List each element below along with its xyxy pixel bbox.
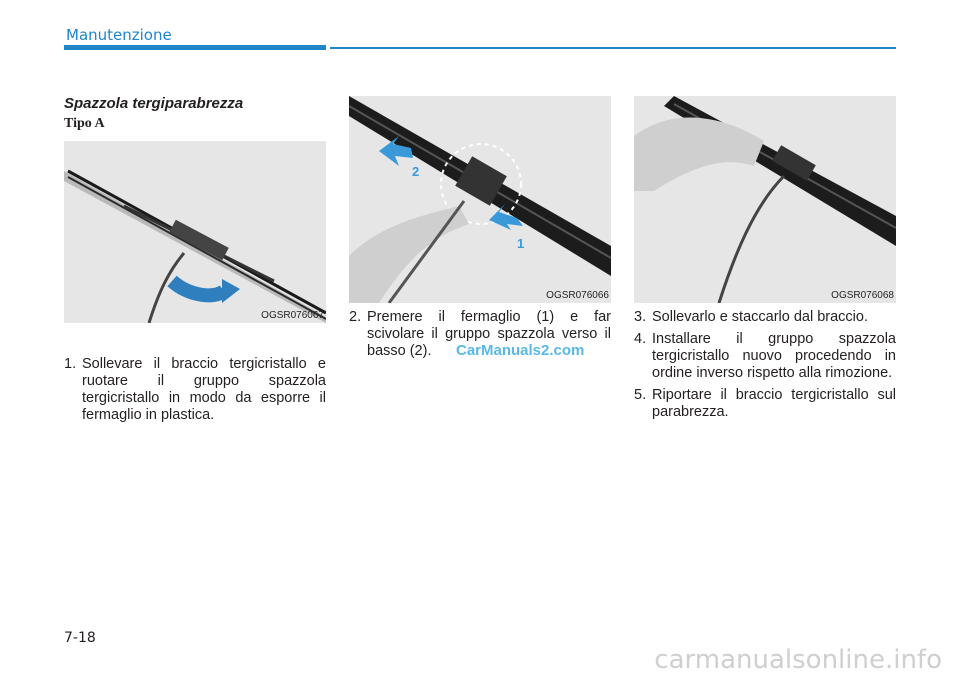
step-text: Installare il gruppo spazzola tergicristallo nuovo procedendo in ordine inverso rispetto alla rimozione.	[652, 331, 896, 381]
step-text: Riportare il braccio tergicristallo sul parabrezza.	[652, 387, 896, 420]
header-rule-thin	[330, 47, 896, 49]
figure-press-clip	[349, 96, 611, 303]
column-1-steps	[64, 356, 326, 429]
header-rule-thick	[64, 45, 326, 50]
watermark-carmanuals2: CarManuals2.com	[456, 342, 585, 359]
section-subtitle: Tipo A	[64, 116, 105, 131]
step-number: 2.	[349, 309, 362, 325]
footer-watermark: carmanualsonline.info	[654, 645, 942, 675]
step-number: 5.	[634, 387, 647, 403]
step-number: 1.	[64, 356, 77, 372]
press-clip-illustration	[349, 96, 611, 303]
step-text: Premere il fermaglio (1) e far scivolare il gruppo spazzola verso il basso (2).	[367, 309, 611, 359]
column-3-steps	[634, 309, 896, 426]
figure-wiper-rotate	[64, 141, 326, 323]
step-item	[64, 356, 326, 424]
step-item	[634, 331, 896, 382]
section-header-title: Manutenzione	[66, 26, 172, 44]
lift-blade-illustration	[634, 96, 896, 303]
wiper-rotate-illustration	[64, 141, 326, 323]
step-item	[634, 387, 896, 421]
step-text: Sollevare il braccio tergicristallo e ruotare il gruppo spazzola tergicristallo in modo da esporre il fermaglio in plastica.	[82, 356, 326, 423]
figure-code: OGSR076067	[261, 310, 324, 321]
page-number: 7-18	[64, 630, 96, 646]
step-item	[634, 309, 896, 326]
callout-1: 1	[517, 236, 525, 251]
step-text: Sollevarlo e staccarlo dal braccio.	[652, 309, 868, 325]
section-title: Spazzola tergiparabrezza	[64, 95, 244, 112]
figure-code: OGSR076066	[546, 290, 609, 301]
callout-2: 2	[412, 164, 420, 179]
step-number: 4.	[634, 331, 647, 347]
figure-code: OGSR076068	[831, 290, 894, 301]
step-number: 3.	[634, 309, 647, 325]
figure-lift-blade	[634, 96, 896, 303]
